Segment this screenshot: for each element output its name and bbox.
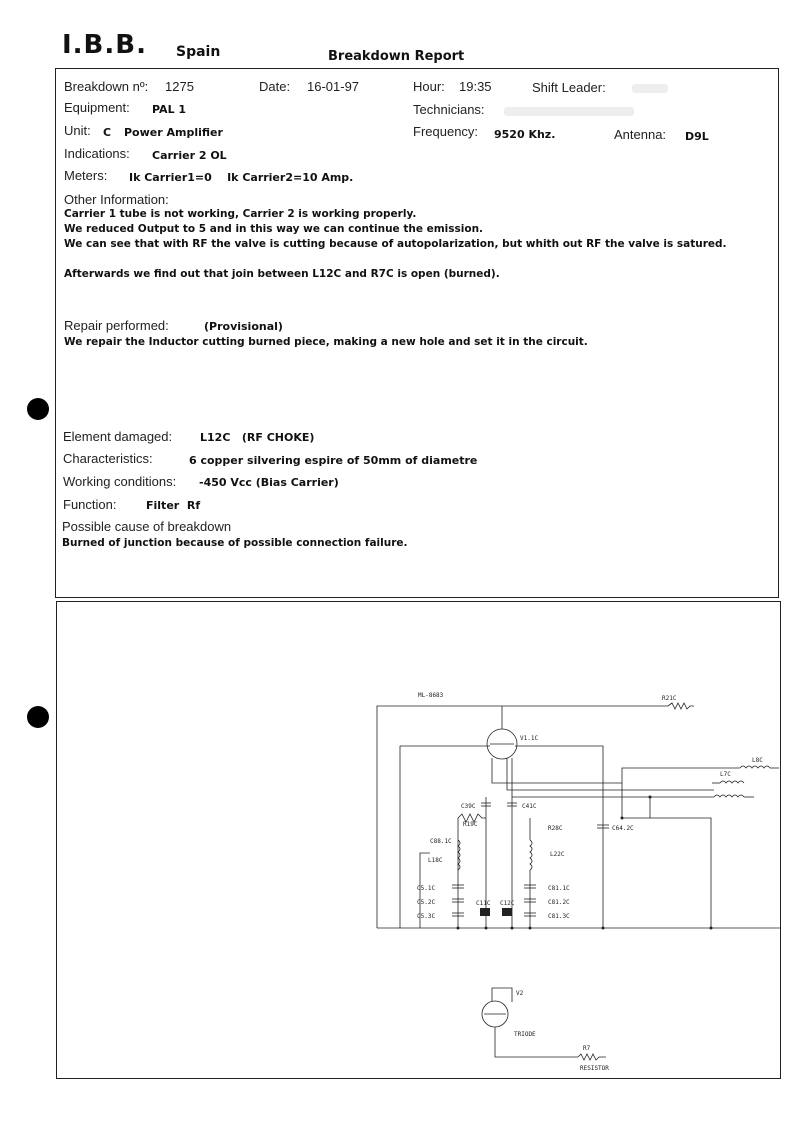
- svg-text:C11C: C11C: [476, 900, 491, 907]
- svg-text:C39C: C39C: [461, 803, 476, 810]
- svg-text:C5.1C: C5.1C: [417, 885, 436, 892]
- breakdown-number-value: 1275: [165, 79, 194, 94]
- svg-text:ML-8683: ML-8683: [418, 692, 444, 699]
- other-info-line-3: We can see that with RF the valve is cutting because of autopolarization, but whith out RF the valve is satured.: [64, 238, 727, 250]
- svg-text:C81.1C: C81.1C: [548, 885, 570, 892]
- svg-text:RESISTOR: RESISTOR: [580, 1065, 609, 1072]
- indications-value: Carrier 2 OL: [152, 149, 227, 162]
- other-info-line-2: We reduced Output to 5 and in this way we can continue the emission.: [64, 223, 484, 235]
- indications-label: Indications:: [64, 146, 130, 161]
- svg-text:C41C: C41C: [522, 803, 537, 810]
- svg-text:R21C: R21C: [662, 695, 677, 702]
- technicians-label: Technicians:: [413, 102, 485, 117]
- svg-text:C81.2C: C81.2C: [548, 899, 570, 906]
- svg-text:C5.2C: C5.2C: [417, 899, 436, 906]
- svg-text:C5.3C: C5.3C: [417, 913, 436, 920]
- meters-label: Meters:: [64, 168, 108, 183]
- svg-text:L22C: L22C: [550, 851, 565, 858]
- svg-text:C81.3C: C81.3C: [548, 913, 570, 920]
- country-label: Spain: [176, 44, 221, 60]
- shift-leader-label: Shift Leader:: [532, 80, 606, 95]
- svg-text:TRIODE: TRIODE: [514, 1031, 536, 1038]
- unit-value: C: [103, 126, 112, 139]
- repair-performed-label: Repair performed:: [64, 318, 169, 333]
- breakdown-number-label: Breakdown nº:: [64, 79, 149, 94]
- frequency-label: Frequency:: [413, 124, 479, 139]
- characteristics-label: Characteristics:: [63, 451, 153, 466]
- element-damaged-value: L12C (RF CHOKE): [200, 431, 315, 444]
- company-logo: I.B.B.: [62, 30, 147, 60]
- other-info-line-4: Afterwards we find out that join between L12C and R7C is open (burned).: [64, 268, 500, 280]
- cause-label: Possible cause of breakdown: [62, 519, 232, 534]
- equipment-value: PAL 1: [152, 103, 187, 116]
- svg-text:V2: V2: [516, 990, 524, 997]
- svg-text:L18C: L18C: [428, 857, 443, 864]
- other-information-label: Other Information:: [64, 192, 169, 207]
- svg-text:C64.2C: C64.2C: [612, 825, 634, 832]
- hour-label: Hour:: [413, 79, 445, 94]
- svg-text:R7: R7: [583, 1045, 591, 1052]
- svg-text:V1.1C: V1.1C: [520, 735, 539, 742]
- hour-value: 19:35: [459, 79, 492, 94]
- working-conditions-value: -450 Vcc (Bias Carrier): [199, 476, 339, 489]
- meters-value: Ik Carrier1=0 Ik Carrier2=10 Amp.: [129, 171, 354, 184]
- svg-text:C12C: C12C: [500, 900, 515, 907]
- cause-value: Burned of junction because of possible connection failure.: [62, 537, 408, 549]
- antenna-label: Antenna:: [614, 127, 667, 142]
- characteristics-value: 6 copper silvering espire of 50mm of diametre: [189, 454, 478, 467]
- equipment-label: Equipment:: [64, 100, 130, 115]
- frequency-value: 9520 Khz.: [494, 128, 556, 141]
- svg-text:L8C: L8C: [752, 757, 763, 764]
- function-label: Function:: [63, 497, 117, 512]
- function-value: Filter Rf: [146, 499, 201, 512]
- unit-name: Power Amplifier: [124, 126, 223, 139]
- unit-label: Unit:: [64, 123, 91, 138]
- svg-text:R28C: R28C: [548, 825, 563, 832]
- svg-text:L7C: L7C: [720, 771, 731, 778]
- working-conditions-label: Working conditions:: [63, 474, 177, 489]
- repair-tag: (Provisional): [204, 320, 283, 333]
- date-label: Date:: [259, 79, 291, 94]
- other-info-line-1: Carrier 1 tube is not working, Carrier 2 is working properly.: [64, 208, 417, 220]
- antenna-value: D9L: [685, 130, 709, 143]
- svg-text:C88.1C: C88.1C: [430, 838, 452, 845]
- report-title: Breakdown Report: [328, 49, 465, 64]
- svg-text:R19C: R19C: [463, 821, 478, 828]
- element-damaged-label: Element damaged:: [63, 429, 173, 444]
- repair-text: We repair the Inductor cutting burned piece, making a new hole and set it in the circuit.: [64, 336, 588, 348]
- date-value: 16-01-97: [307, 79, 360, 94]
